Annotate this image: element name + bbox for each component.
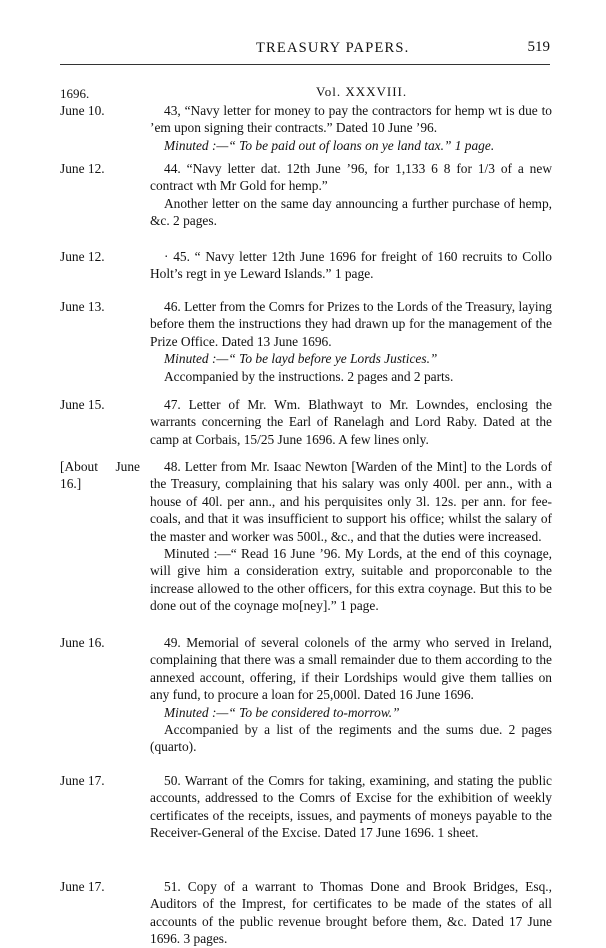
entry-minute: Minuted :—“ To be paid out of loans on ye land tax.” 1 page.: [164, 137, 495, 153]
entry-body: [150, 772, 552, 842]
entry-date: June 10.: [60, 103, 105, 118]
year-label: 1696.: [60, 86, 90, 101]
volume-label: Vol. XXXVIII.: [316, 84, 408, 99]
entry-date: June 16.: [60, 635, 105, 650]
entry-date: [About June 16.]: [60, 459, 140, 492]
entry-date: June 12.: [60, 249, 105, 264]
entry-paragraph: · 45. “ Navy letter 12th June 1696 for freight of 160 recruits to Collo Holt’s regt in ye Leward Islands.” 1 page.: [150, 249, 552, 282]
entry-body: [150, 458, 552, 615]
entry-46: [60, 298, 552, 386]
entry-49: [60, 634, 552, 756]
entry-paragraph: 46. Letter from the Comrs for Prizes to the Lords of the Treasury, laying before them the instructions they had drawn up for the management of the Prize Office. Dated 13 June 1696.: [150, 299, 552, 349]
entry-date: June 17.: [60, 879, 105, 894]
entry-paragraph: Accompanied by the instructions. 2 pages and 2 parts.: [164, 368, 454, 384]
entry-paragraph: 44. “Navy letter dat. 12th June ’96, for 1,133 6 8 for 1/3 of a new contract wth Mr Gold for hemp.”: [150, 161, 552, 194]
entry-body: [150, 396, 552, 448]
entry-body: [150, 878, 552, 948]
page-number: 519: [527, 39, 550, 55]
entry-43: [60, 102, 552, 153]
entry-minute: Minuted :—“ Read 16 June ’96. My Lords, at the end of this coynage, will give him a consideration extry, suitable and proporconable to the increase allowed to the other officers, for this extra coynage. But this to be done out of the coynage mo[ney].” 1 page.: [150, 546, 552, 614]
entry-45: [60, 248, 552, 288]
entry-paragraph: 50. Warrant of the Comrs for taking, examining, and stating the public accounts, addressed to the Comrs of Excise for the exhibition of weekly certificates of the receipts, issues, and payments of moneys payable to the Receiver-General of the Excise. Dated 17 June 1696. 1 sheet.: [150, 773, 552, 841]
entry-paragraph: 43, “Navy letter for money to pay the contractors for hemp wt is due to ’em upon signing their contracts.” Dated 10 June ’96.: [150, 103, 552, 136]
entry-paragraph: 47. Letter of Mr. Wm. Blathwayt to Mr. Lowndes, enclosing the warrants concerning the Earl of Ranelagh and Lord Raby. Dated at the camp at Corbais, 15/25 June 1696. A few lines only.: [150, 397, 552, 447]
entry-body: [150, 298, 552, 385]
entry-body: [150, 634, 552, 756]
entry-44: [60, 160, 552, 254]
entry-minute: Minuted :—“ To be layd before ye Lords Justices.”: [164, 351, 438, 367]
running-header: [60, 40, 550, 60]
entry-50: [60, 772, 552, 862]
header-rule: [60, 64, 550, 65]
entry-51: [60, 878, 552, 948]
entry-48: [60, 458, 552, 618]
entry-paragraph: Another letter on the same day announcing a further purchase of hemp, &c. 2 pages.: [150, 195, 552, 229]
entry-paragraph: 49. Memorial of several colonels of the army who served in Ireland, complaining that there was a small remainder due to them according to the annexed account, offering, if their Lordships would give them tallies on any fund, to procure a loan for 25,000l. Dated 16 June 1696.: [150, 635, 552, 703]
entry-minute: Minuted :—“ To be considered to-morrow.”: [164, 704, 400, 720]
entry-body: [150, 102, 552, 154]
entry-body: [150, 160, 552, 230]
entry-47: [60, 396, 552, 450]
entry-paragraph: Accompanied by a list of the regiments and the sums due. 2 pages (quarto).: [150, 722, 552, 755]
entries-list: [60, 102, 552, 948]
entry-date: June 15.: [60, 397, 105, 412]
header-title: TREASURY PAPERS.: [256, 40, 410, 56]
entry-paragraph: 51. Copy of a warrant to Thomas Done and Brook Bridges, Esq., Auditors of the Imprest, for certificates to be made of the states of all accounts of the public revenue brought before them, &c. Dated 17 June 1696. 3 pages.: [150, 879, 552, 947]
entry-body: [150, 248, 552, 283]
entry-paragraph: 48. Letter from Mr. Isaac Newton [Warden of the Mint] to the Lords of the Treasury, complaining that his salary was only 400l. per ann., with a house of 40l. per ann., and his perquisites only 3l. 12s. per ann. for fee-coals, and that it was insufficient to support his office; whilst the salary of the master and worker was 500l., &c., and that the duties were increased.: [150, 459, 552, 544]
entry-date: June 17.: [60, 773, 105, 788]
entry-date: June 13.: [60, 299, 105, 314]
entry-date: June 12.: [60, 161, 105, 176]
